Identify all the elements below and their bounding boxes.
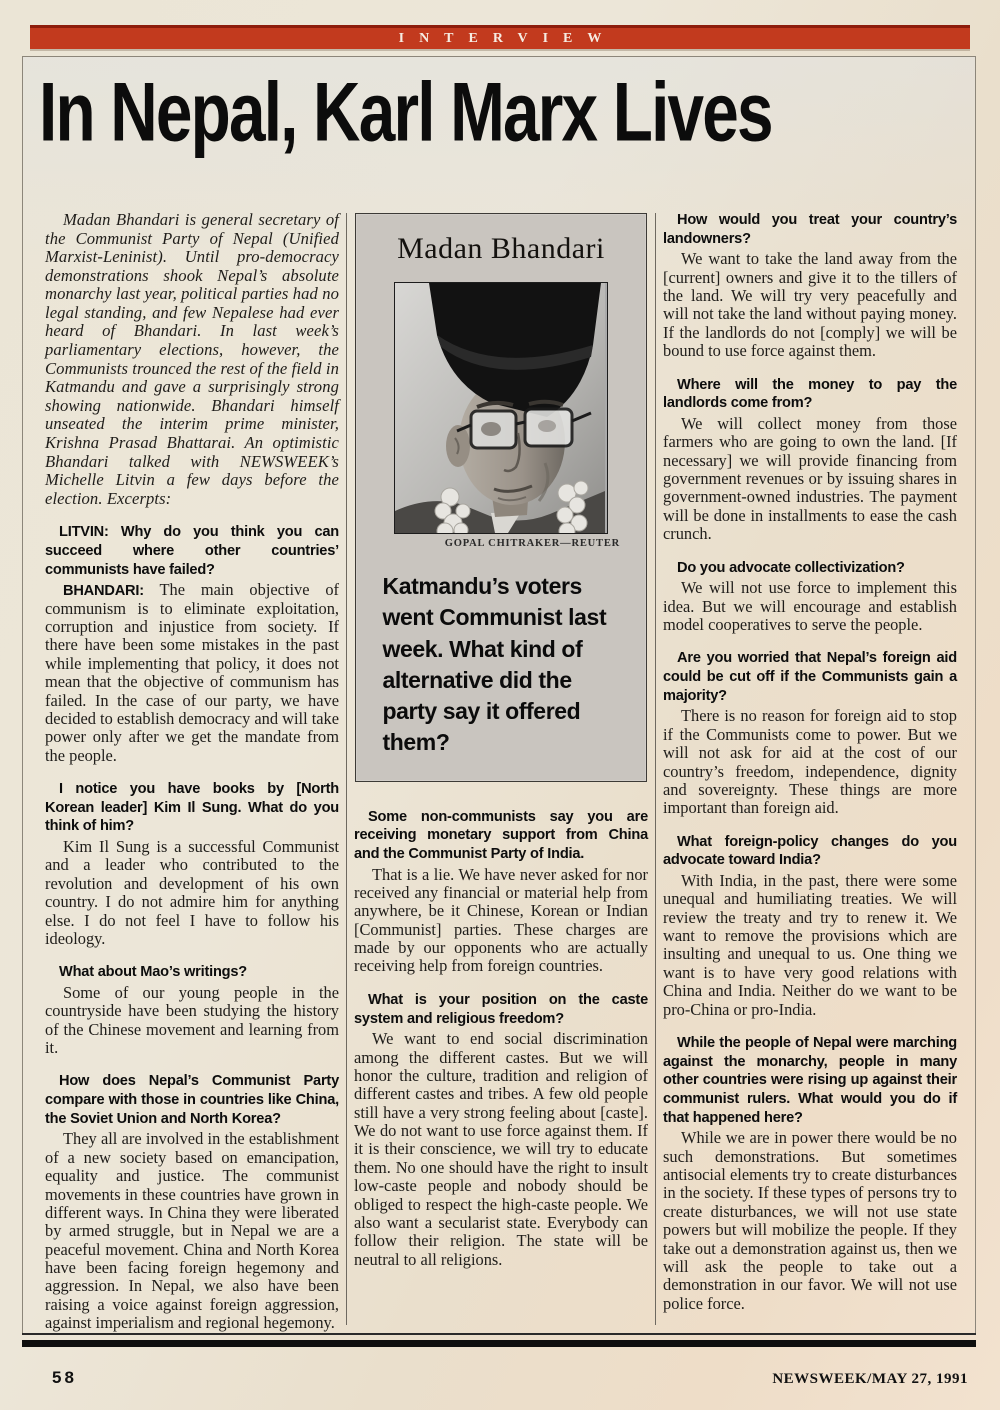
interview-question: How would you treat your country’s landowners? bbox=[663, 212, 957, 247]
column-divider bbox=[346, 213, 347, 1325]
interview-answer: There is no reason for foreign aid to stop if the Communists come to power. But we will not ask for aid at the cost of our country’s freedom, independence, dignity and sovereignty. These things are more important than foreign aid. bbox=[663, 706, 957, 818]
column-middle-text bbox=[354, 808, 648, 1269]
photo-credit: GOPAL CHITRAKER—REUTER bbox=[444, 538, 620, 549]
interview-question: Are you worried that Nepal’s foreign aid could be cut off if the Communists gain a majority? bbox=[663, 650, 957, 704]
issue-date: NEWSWEEK/MAY 27, 1991 bbox=[772, 1370, 968, 1387]
article-headline: In Nepal, Karl Marx Lives bbox=[39, 66, 772, 159]
interview-question: Where will the money to pay the landlords come from? bbox=[663, 376, 957, 412]
interview-question: While the people of Nepal were marching against the monarchy, people in many other countries were rising up against their communist rulers. What would you do if that happened here? bbox=[663, 1034, 957, 1126]
interview-answer: Some of our young people in the countryside have been studying the history of the Chinese movement and learning from it. bbox=[45, 982, 339, 1058]
feature-box-title: Madan Bhandari bbox=[397, 232, 605, 265]
interview-answer: With India, in the past, there were some unequal and humiliating treaties. We will review the treaty and try to renew it. We want to remove the provisions which are insulting and unequal to us. One thing we want is to have very good relations with China and India. Neither do we want to be pro-China or pro-India. bbox=[663, 870, 957, 1019]
interview-answer: We want to end social discrimination among the different castes. But we will honor the culture, tradition and religion of different castes and tribes. A few old people still have a very strong feeling about [caste]. We do not want to use force against them. If it is their conscience, we will try to educate them. No one should have the right to insult low-caste people and nobody should be obliged to respect the high-caste people. We also want a secularist state. Everybody can follow their religion. The state will be neutral to all religions. bbox=[354, 1029, 648, 1269]
column-divider bbox=[655, 213, 656, 1325]
interview-question: Some non-communists say you are receiving monetary support from China and the Communist Party of India. bbox=[354, 808, 648, 862]
interview-question: I notice you have books by [North Korean leader] Kim Il Sung. What do you think of him? bbox=[45, 781, 339, 835]
interview-question: How does Nepal’s Communist Party compare with those in countries like China, the Soviet Union and North Korea? bbox=[45, 1073, 339, 1127]
interview-answer: While we are in power there would be no such demonstrations. But sometimes antisocial elements try to create disturbances in the society. If these types of persons try to create disturbances, we will not use state powers but will mobilize the people. If they take out a demonstration against us, then we will ask the people to take out a demonstration in our favor. We will not use police force. bbox=[663, 1128, 957, 1313]
interview-answer: Kim Il Sung is a successful Communist and a leader who contributed to the revolution and development of his own country. I do not admire him for anything else. I do not feel I have to follow his ideology. bbox=[45, 837, 339, 948]
column-middle bbox=[354, 211, 648, 1333]
article-columns bbox=[23, 177, 975, 1333]
article-frame bbox=[22, 56, 976, 1333]
footer-rule-thin bbox=[22, 1333, 976, 1335]
interview-answer: We will collect money from those farmers who are going to own the land. [If necessary] we will provide financing from government revenues or by issuing shares in government-owned industries. The payment will be done in installments to ease the cash crunch. bbox=[663, 413, 957, 544]
interview-question: Do you advocate collectivization? bbox=[677, 559, 905, 576]
interview-question: What about Mao’s writings? bbox=[59, 964, 248, 981]
page-footer bbox=[0, 1347, 1000, 1388]
portrait-photo-svg bbox=[395, 283, 605, 533]
speaker-label: BHANDARI: bbox=[63, 583, 160, 600]
column-right bbox=[663, 211, 957, 1333]
interview-question: What is your position on the caste system and religious freedom? bbox=[354, 991, 648, 1027]
column-left bbox=[45, 211, 339, 1333]
intro-paragraph: Madan Bhandari is general secretary of the Communist Party of Nepal (Unified Marxist-Leninist). Until pro-democracy demonstrations shook Nepal’s absolute monarchy last year, political parties had no legal standing, and few Nepalese had ever heard of Bhandari. In last week’s parliamentary elections, however, the Communists trounced the rest of the field in Katmandu and gave a surprisingly strong showing nationwide. Bhandari himself unseated the interim prime minister, Krishna Prasad Bhattarai. An optimistic Bhandari talked with NEWSWEEK’s Michelle Litvin a few days before the election. Excerpts: bbox=[45, 210, 339, 508]
interview-answer: BHANDARI: The main objective of communism is to eliminate exploitation, corruption and injustice from society. If there have been some mistakes in the past while implementing that policy, it does not mean that the objective of communism has failed. In the case of our party, we have decided to establish democracy and will take power only after we get the mandate from the people. bbox=[45, 580, 340, 765]
interview-answer: We want to take the land away from the [current] owners and give it to the tillers of the land. We will try very peacefully and will not take the land without paying money. If the landlords do not [comply] we will be bound to use force against them. bbox=[663, 249, 957, 361]
headline-wrap bbox=[23, 57, 975, 177]
section-banner-label: INTERVIEW bbox=[398, 30, 617, 46]
feature-box bbox=[355, 213, 647, 782]
portrait-photo bbox=[394, 282, 608, 534]
interview-answer: That is a lie. We have never asked for nor received any financial or material help from anywhere, be it Chinese, Korean or Indian [Communist] parties. These charges are made by our opponents who are actually receiving help from foreign countries. bbox=[354, 864, 648, 976]
pull-quote: Katmandu’s voters went Communist last week. What kind of alternative did the party say it offered them? bbox=[382, 573, 607, 756]
interview-question: What foreign-policy changes do you advocate toward India? bbox=[663, 833, 957, 869]
footer-rule-thick bbox=[22, 1340, 976, 1347]
interview-answer: We will not use force to implement this idea. But we will encourage and establish model cooperatives to serve the people. bbox=[663, 578, 957, 634]
interview-question: LITVIN: Why do you think you can succeed where other countries’ communists have failed? bbox=[45, 524, 339, 578]
interview-answer: They all are involved in the establishment of a new society based on emancipation, equality and justice. The communist movements in these countries have grown in different ways. In China they were liberated by armed struggle, but in Nepal we are a peaceful movement. China and North Korea have been facing foreign hegemony and aggression. In Nepal, we also have been raising a voice against foreign aggression, against imperialism and regional hegemony. bbox=[45, 1129, 339, 1333]
section-banner bbox=[30, 25, 970, 49]
page-number: 58 bbox=[52, 1367, 77, 1387]
